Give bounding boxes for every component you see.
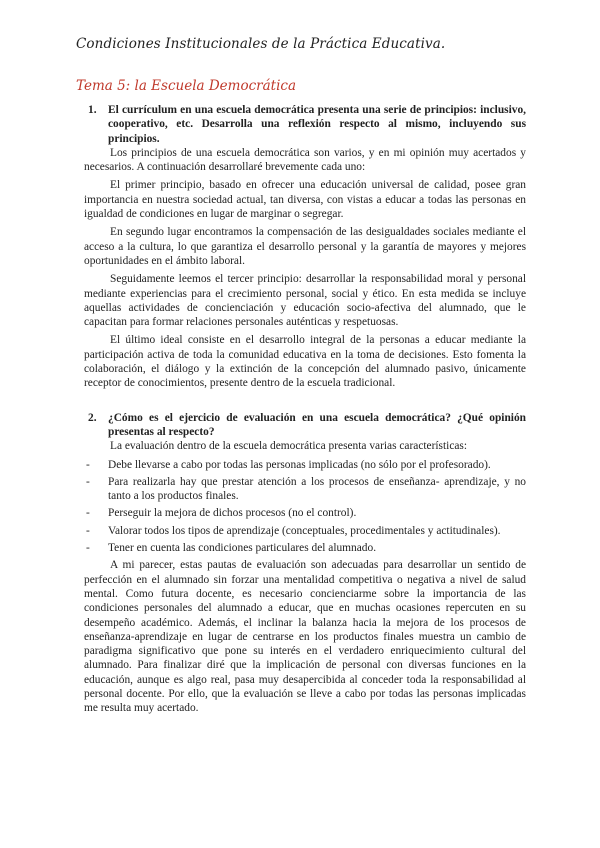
list-marker: - xyxy=(86,507,90,520)
list-item: - Tener en cuenta las condiciones particulares del alumnado. xyxy=(86,542,377,555)
question-2-number: 2. xyxy=(88,411,97,424)
q1-paragraph-5: El último ideal consiste en el desarrollo integral de la personas a educar mediante la participación activa de toda la comunidad educativa en la toma de decisiones. Esto fomenta la colaboración, el diálogo y la extinción de la concepción del alumnado pasivo, únicamente receptor de conocimientos, presente dentro de la escuela tradicional. xyxy=(84,334,526,390)
q1-paragraph-1: Los principios de una escuela democrática son varios, y en mi opinión muy acertados y necesarios. A continuación desarrollaré brevemente cada uno: xyxy=(84,146,526,174)
document-body xyxy=(84,103,526,720)
question-1 xyxy=(88,103,526,146)
list-item: - Debe llevarse a cabo por todas las personas implicadas (no sólo por el profesorado). xyxy=(86,458,491,471)
q2-closing-paragraph: A mi parecer, estas pautas de evaluación son adecuadas para desarrollar un sentido de perfección en el alumnado sin forzar una mentalidad competitiva o negativa a nivel de salud mental. Como futura docente, es necesario concienciarme sobre la importancia de las condiciones personales del alumnado a educar, que en muchas ocasiones repercuten en su desempeño académico. Además, el inclinar la balanza hacia la mejora de los procesos de enseñanza-aprendizaje en lugar de centrarse en los productos finales muestra un cambio de paradigma significativo que pone su interés en el verdadero enriquecimiento cultural del alumnado. Para finalizar diré que la implicación de personal con diversas funciones en la educación, aunque es algo real, pasa muy desapercibida al conceder toda la responsabilidad al personal docente. Por ello, que la evaluación se lleve a cabo por todas las personas implicadas me resulta muy acertado. xyxy=(84,559,526,715)
list-item: - Para realizarla hay que prestar atención a los procesos de enseñanza- aprendizaje, y no tanto a los productos finales. xyxy=(86,475,526,503)
list-marker: - xyxy=(86,475,90,488)
list-marker: - xyxy=(86,542,90,555)
section-title: Tema 5: la Escuela Democrática xyxy=(76,78,297,94)
q2-intro: La evaluación dentro de la escuela democrática presenta varias características: xyxy=(110,440,468,453)
q1-paragraph-4: Seguidamente leemos el tercer principio: desarrollar la responsabilidad moral y personal mediante experiencias para el crecimiento personal, social y ético. En esta medida se incluye aquellas actividades de concienciación y educación socio-afectiva del alumnado, que le capacitan para formar relaciones personales auténticas y respetuosas. xyxy=(84,273,526,329)
question-2-text: ¿Cómo es el ejercicio de evaluación en una escuela democrática? ¿Qué opinión presentas al respecto? xyxy=(108,411,526,438)
list-item: - Perseguir la mejora de dichos procesos (no el control). xyxy=(86,507,357,520)
list-item: - Valorar todos los tipos de aprendizaje (conceptuales, procedimentales y actitudinales). xyxy=(86,524,501,537)
q1-paragraph-3: En segundo lugar encontramos la compensación de las desigualdades sociales mediante el acceso a la cultura, lo que garantiza el desarrollo personal y la garantía de mayores y mejores oportunidades en el ámbito laboral. xyxy=(84,226,526,267)
question-1-text: El currículum en una escuela democrática presenta una serie de principios: inclusivo, cooperativo, etc. Desarrolla una reflexión respecto al mismo, incluyendo sus principios. xyxy=(108,104,526,145)
question-1-number: 1. xyxy=(88,104,97,116)
evaluation-characteristics-list xyxy=(84,458,526,556)
list-marker: - xyxy=(86,458,90,471)
question-2 xyxy=(88,411,526,440)
document-title: Condiciones Institucionales de la Práctica Educativa. xyxy=(76,36,446,52)
q1-paragraph-2: El primer principio, basado en ofrecer una educación universal de calidad, posee gran importancia en nuestra sociedad actual, tan diversa, con vistas a educar a todas las personas en igualdad de condiciones en lugar de marginar o segregar. xyxy=(84,179,526,221)
list-marker: - xyxy=(86,524,90,537)
